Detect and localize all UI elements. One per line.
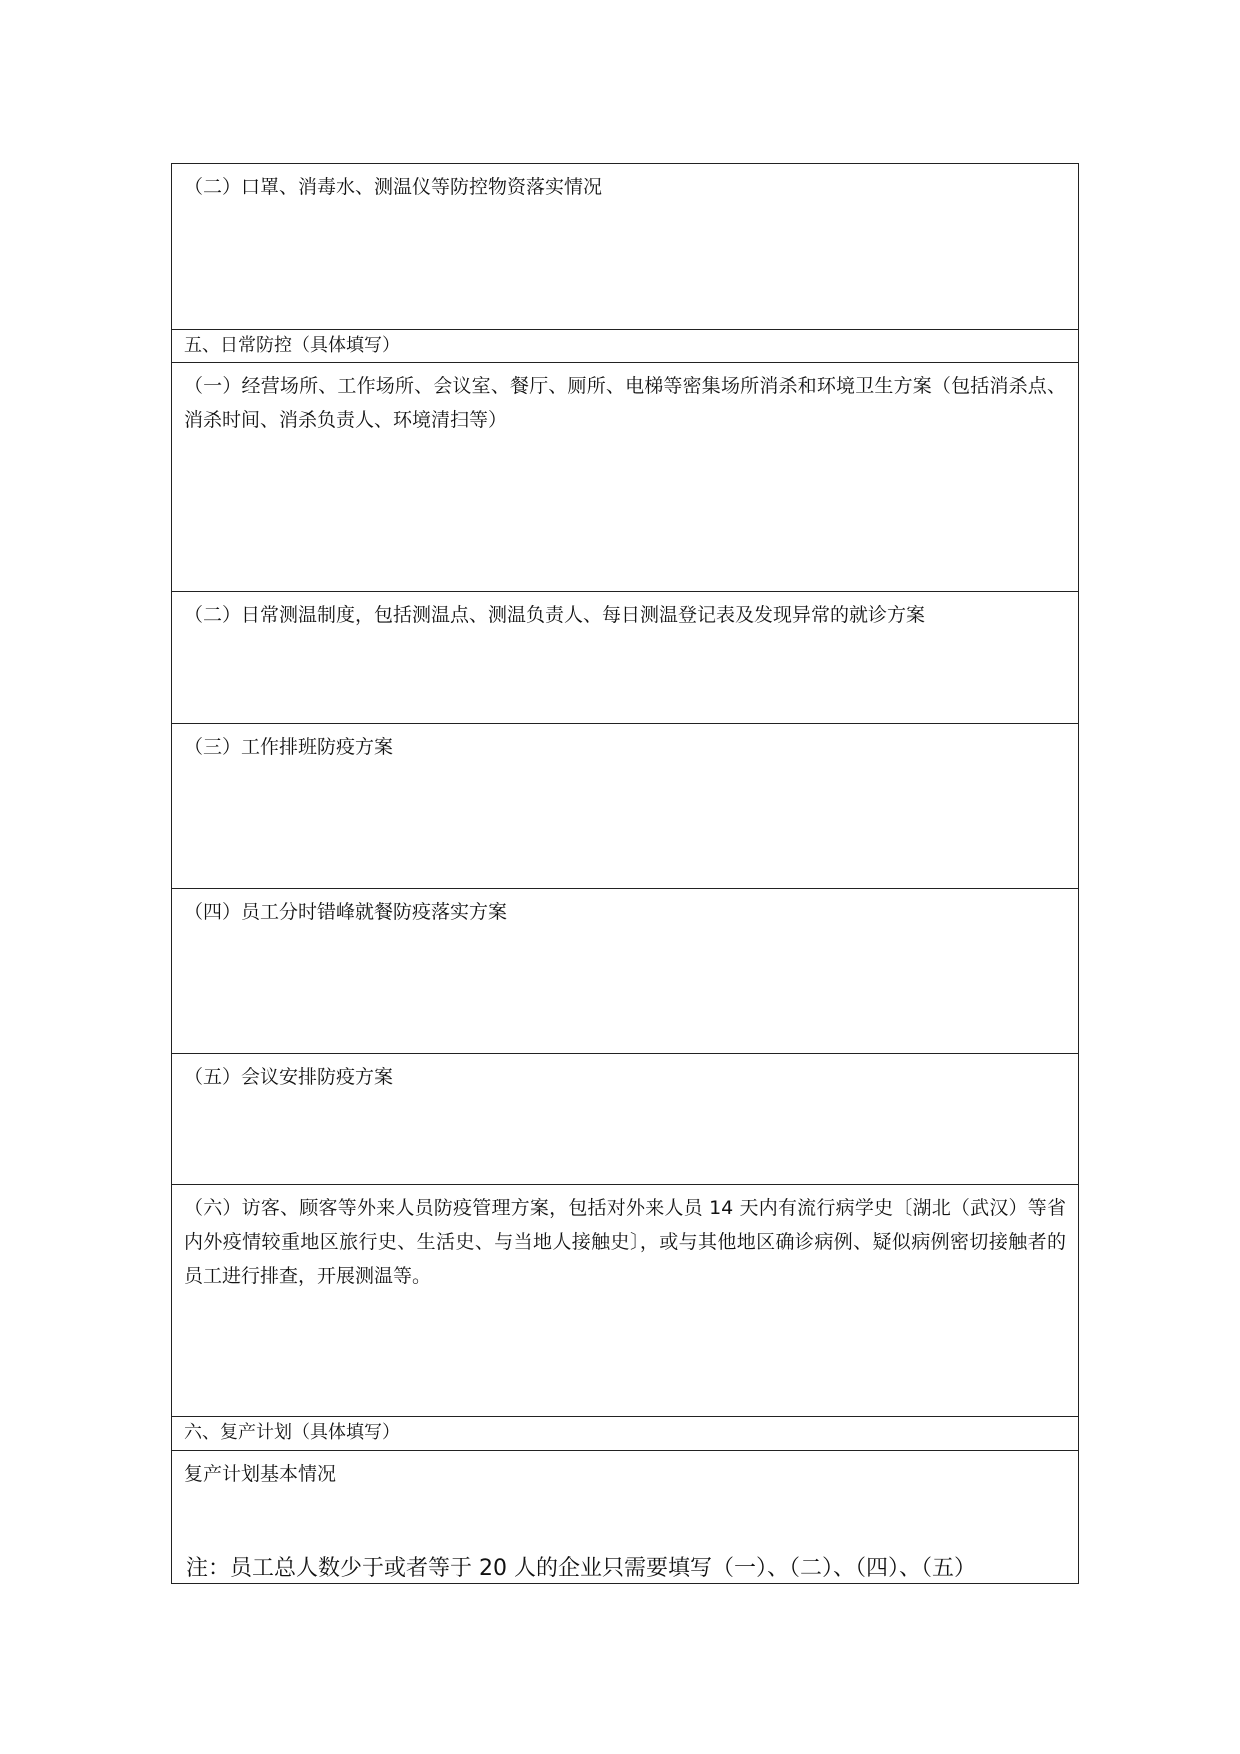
- row-label: 复产计划基本情况: [184, 1463, 337, 1485]
- row-staggered-dining[interactable]: [172, 889, 1078, 1054]
- row-shift-scheduling[interactable]: [172, 724, 1078, 889]
- row-disinfection-plan[interactable]: [172, 363, 1078, 592]
- row-label: （一）经营场所、工作场所、会议室、餐厅、厕所、电梯等密集场所消杀和环境卫生方案（包括消杀点、消杀时间、消杀负责人、环境清扫等）: [184, 375, 1066, 431]
- prevention-form-table: [171, 163, 1079, 1584]
- row-label: （四）员工分时错峰就餐防疫落实方案: [184, 901, 508, 923]
- row-label: （五）会议安排防疫方案: [184, 1066, 394, 1088]
- row-label: （三）工作排班防疫方案: [184, 736, 394, 758]
- section-production-plan: [172, 1417, 1078, 1451]
- row-label: （六）访客、顾客等外来人员防疫管理方案，包括对外来人员 14 天内有流行病学史〔湖北（武汉）等省内外疫情较重地区旅行史、生活史、与当地人接触史〕，或与其他地区确诊病例、疑似病例密切接触者的员工进行排查，开展测温等。: [184, 1197, 1066, 1287]
- section-heading: 五、日常防控（具体填写）: [184, 335, 400, 356]
- row-label: （二）口罩、消毒水、测温仪等防控物资落实情况: [184, 176, 603, 198]
- row-temperature-check[interactable]: [172, 592, 1078, 724]
- section-daily-prevention: [172, 330, 1078, 363]
- row-protective-supplies[interactable]: [172, 164, 1078, 330]
- row-meeting-arrangement[interactable]: [172, 1054, 1078, 1185]
- row-label: （二）日常测温制度，包括测温点、测温负责人、每日测温登记表及发现异常的就诊方案: [184, 604, 926, 626]
- footnote: 注：员工总人数少于或者等于 20 人的企业只需要填写（一）、（二）、（四）、（五）: [186, 1556, 976, 1581]
- row-visitor-management[interactable]: [172, 1185, 1078, 1417]
- section-heading: 六、复产计划（具体填写）: [184, 1422, 400, 1443]
